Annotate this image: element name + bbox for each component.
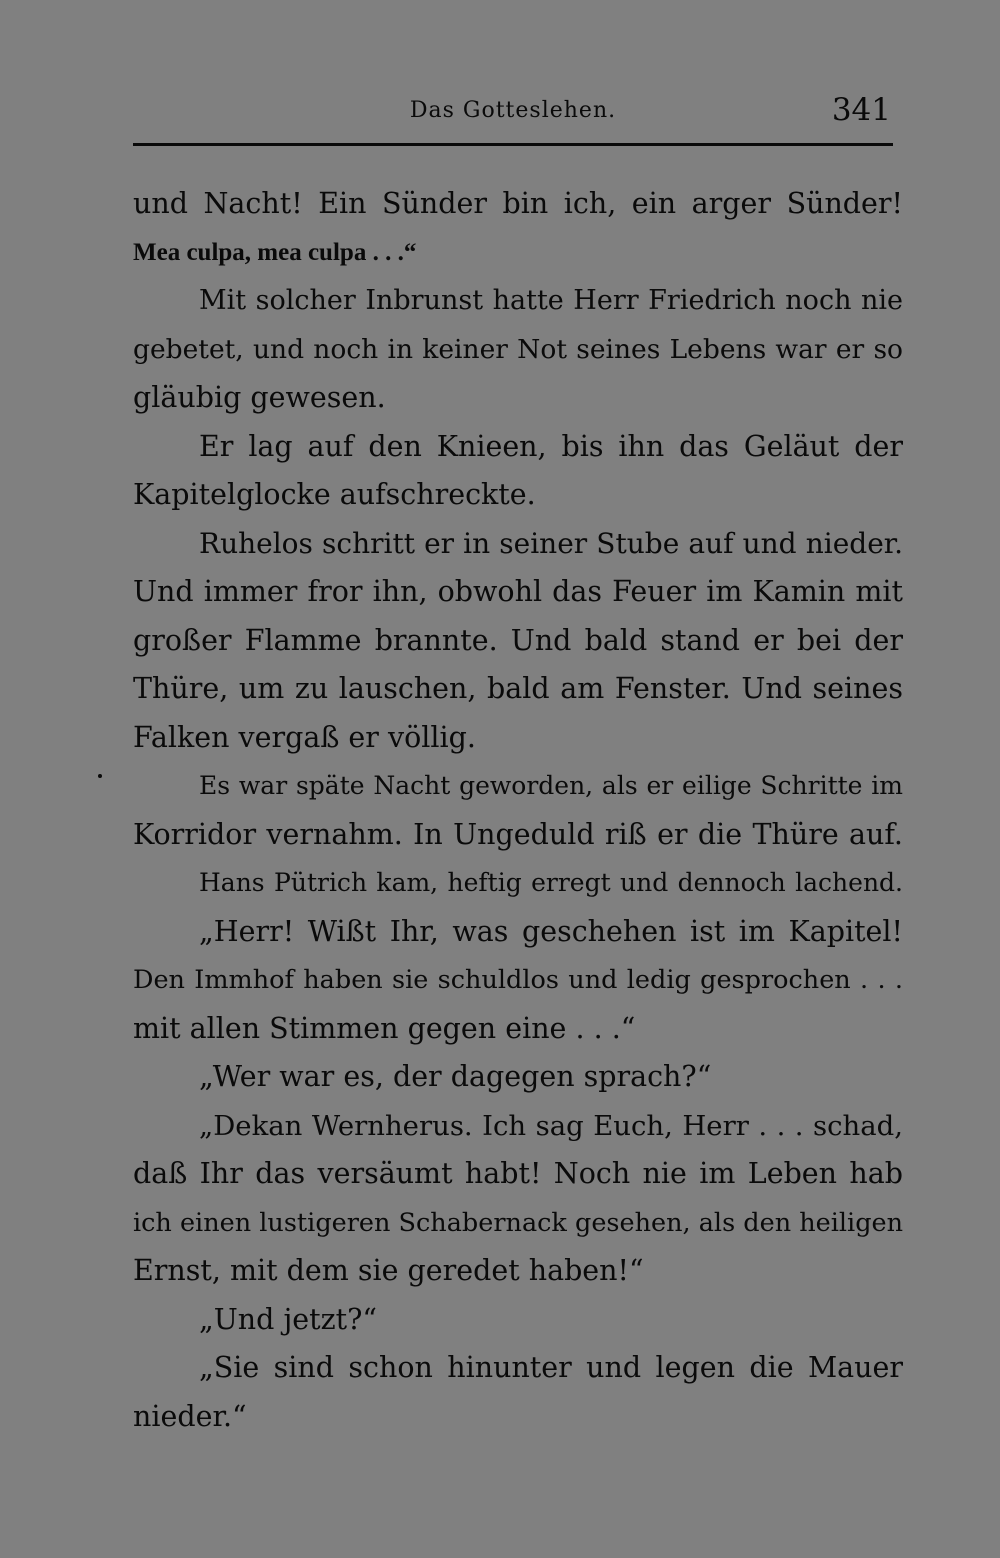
text-line: Hans Pütrich kam, heftig erregt und dennoch lachend. [199, 868, 903, 897]
text-line: „Herr! Wißt Ihr, was geschehen ist im Kapitel! [199, 914, 903, 948]
text-line: Thüre, um zu lauschen, bald am Fenster. Und seines [133, 672, 903, 705]
text-line: gläubig gewesen. [133, 381, 386, 414]
text-line: „Und jetzt?“ [199, 1302, 377, 1336]
text-line: nieder.“ [133, 1399, 247, 1433]
text-line: „Dekan Wernherus. Ich sag Euch, Herr . . . schad, [199, 1109, 903, 1142]
page-number: 341 [831, 92, 891, 128]
text-line: Mea culpa, mea culpa . . .“ [133, 238, 417, 266]
text-line: „Wer war es, der dagegen sprach?“ [199, 1060, 712, 1093]
text-line: ich einen lustigeren Schabernack gesehen, als den heiligen [133, 1207, 904, 1238]
text-line: Falken vergaß er völlig. [133, 720, 476, 754]
header-rule [133, 143, 893, 146]
text-line: daß Ihr das versäumt habt! Noch nie im Leben hab [133, 1157, 903, 1190]
text-body [133, 180, 903, 1441]
margin-speck [98, 774, 102, 778]
text-line: großer Flamme brannte. Und bald stand er bei der [133, 623, 903, 657]
text-line: Korridor vernahm. In Ungeduld riß er die Thüre auf. [133, 817, 903, 851]
text-line: gebetet, und noch in keiner Not seines Lebens war er so [133, 333, 903, 365]
text-line: mit allen Stimmen gegen eine . . .“ [133, 1011, 636, 1045]
text-line: Ruhelos schritt er in seiner Stube auf und nieder. [199, 526, 903, 560]
running-title: Das Gotteslehen. [409, 98, 617, 123]
running-head [133, 92, 893, 132]
text-line: Ernst, mit dem sie geredet haben!“ [133, 1254, 644, 1287]
text-line: Kapitelglocke aufschreckte. [133, 478, 536, 511]
text-line: und Nacht! Ein Sünder bin ich, ein arger Sünder! [133, 187, 903, 220]
text-line: Mit solcher Inbrunst hatte Herr Friedrich noch nie [199, 285, 903, 316]
text-line: Es war späte Nacht geworden, als er eilige Schritte im [199, 771, 903, 800]
text-line: Er lag auf den Knieen, bis ihn das Geläut der [199, 429, 903, 463]
text-line: Und immer fror ihn, obwohl das Feuer im Kamin mit [133, 575, 903, 608]
text-line: „Sie sind schon hinunter und legen die Mauer [199, 1351, 903, 1384]
text-line: Den Immhof haben sie schuldlos und ledig gesprochen . . . [133, 965, 903, 995]
